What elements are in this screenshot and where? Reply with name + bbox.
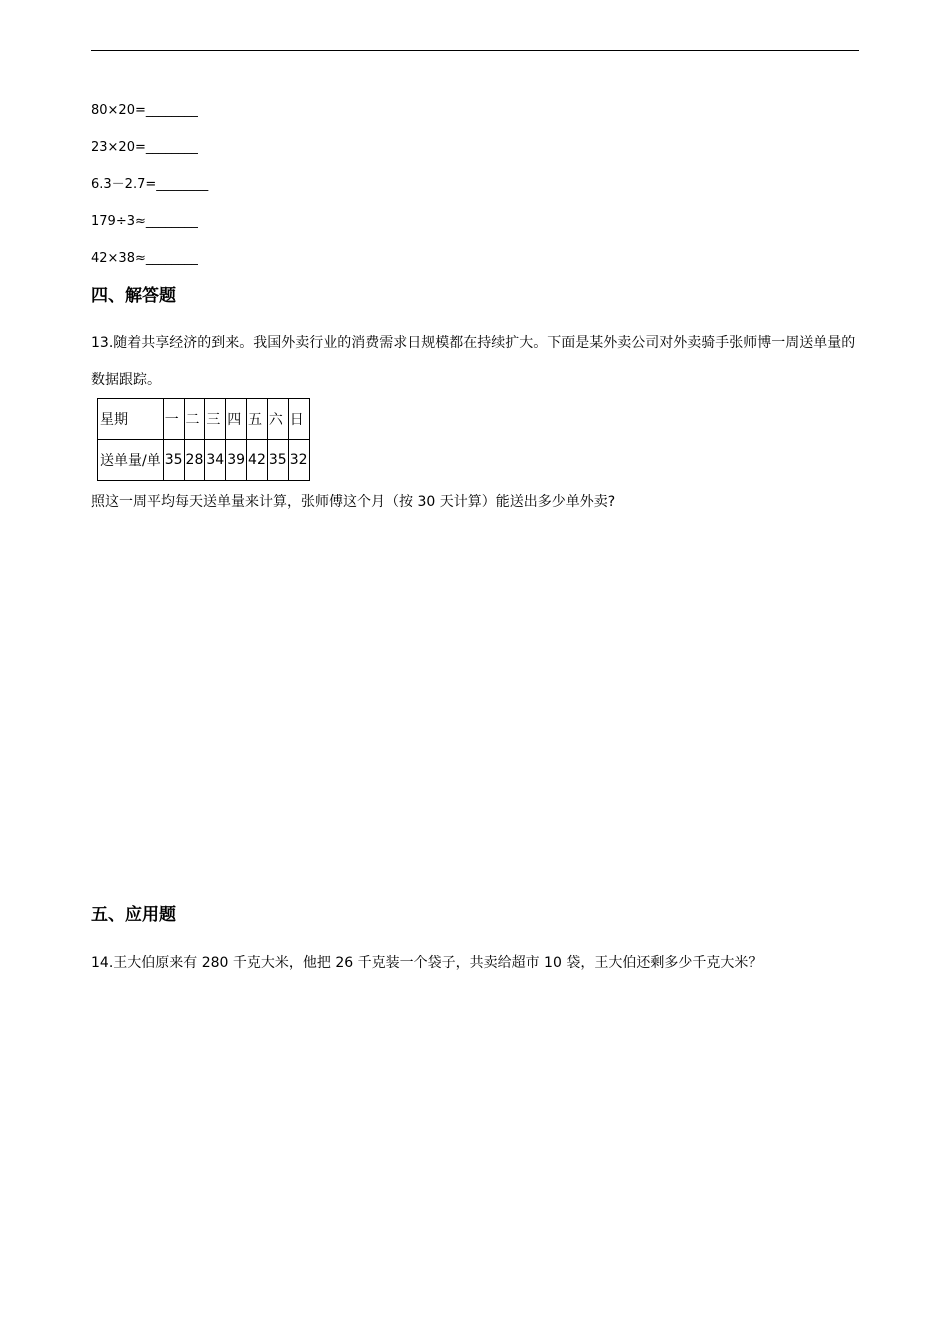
header-rule — [91, 50, 859, 51]
table-row — [98, 440, 310, 481]
value-cell: 32 — [288, 440, 309, 481]
value-cell: 39 — [226, 440, 247, 481]
calc-item-1: 80×20=________ — [91, 103, 198, 118]
value-cell: 34 — [205, 440, 226, 481]
value-cell: 35 — [163, 440, 184, 481]
section-5-heading: 五、应用题 — [91, 905, 176, 925]
day-cell: 三 — [205, 399, 226, 440]
day-cell: 六 — [267, 399, 288, 440]
calc-item-5: 42×38≈________ — [91, 251, 198, 266]
value-cell: 42 — [247, 440, 268, 481]
question-13-prompt: 照这一周平均每天送单量来计算，张师傅这个月（按 30 天计算）能送出多少单外卖? — [91, 494, 616, 510]
section-4-heading: 四、解答题 — [91, 286, 176, 306]
deliveries-table — [97, 398, 310, 481]
calc-item-3: 6.3－2.7=________ — [91, 177, 209, 192]
day-cell: 一 — [163, 399, 184, 440]
table-row — [98, 399, 310, 440]
calc-item-2: 23×20=________ — [91, 140, 198, 155]
day-cell: 日 — [288, 399, 309, 440]
day-cell: 二 — [184, 399, 205, 440]
value-cell: 28 — [184, 440, 205, 481]
question-14-text: 14.王大伯原来有 280 千克大米，他把 26 千克装一个袋子，共卖给超市 10 袋，王大伯还剩多少千克大米？ — [91, 955, 763, 971]
day-cell: 四 — [226, 399, 247, 440]
row-label-weekday: 星期 — [98, 399, 164, 440]
calc-item-4: 179÷3≈________ — [91, 214, 198, 229]
question-13-text: 13.随着共享经济的到来。我国外卖行业的消费需求日规模都在持续扩大。下面是某外卖公司对外卖骑手张师博一周送单量的数据跟踪。 — [91, 335, 856, 388]
day-cell: 五 — [247, 399, 268, 440]
row-label-orders: 送单量/单 — [98, 440, 164, 481]
value-cell: 35 — [267, 440, 288, 481]
